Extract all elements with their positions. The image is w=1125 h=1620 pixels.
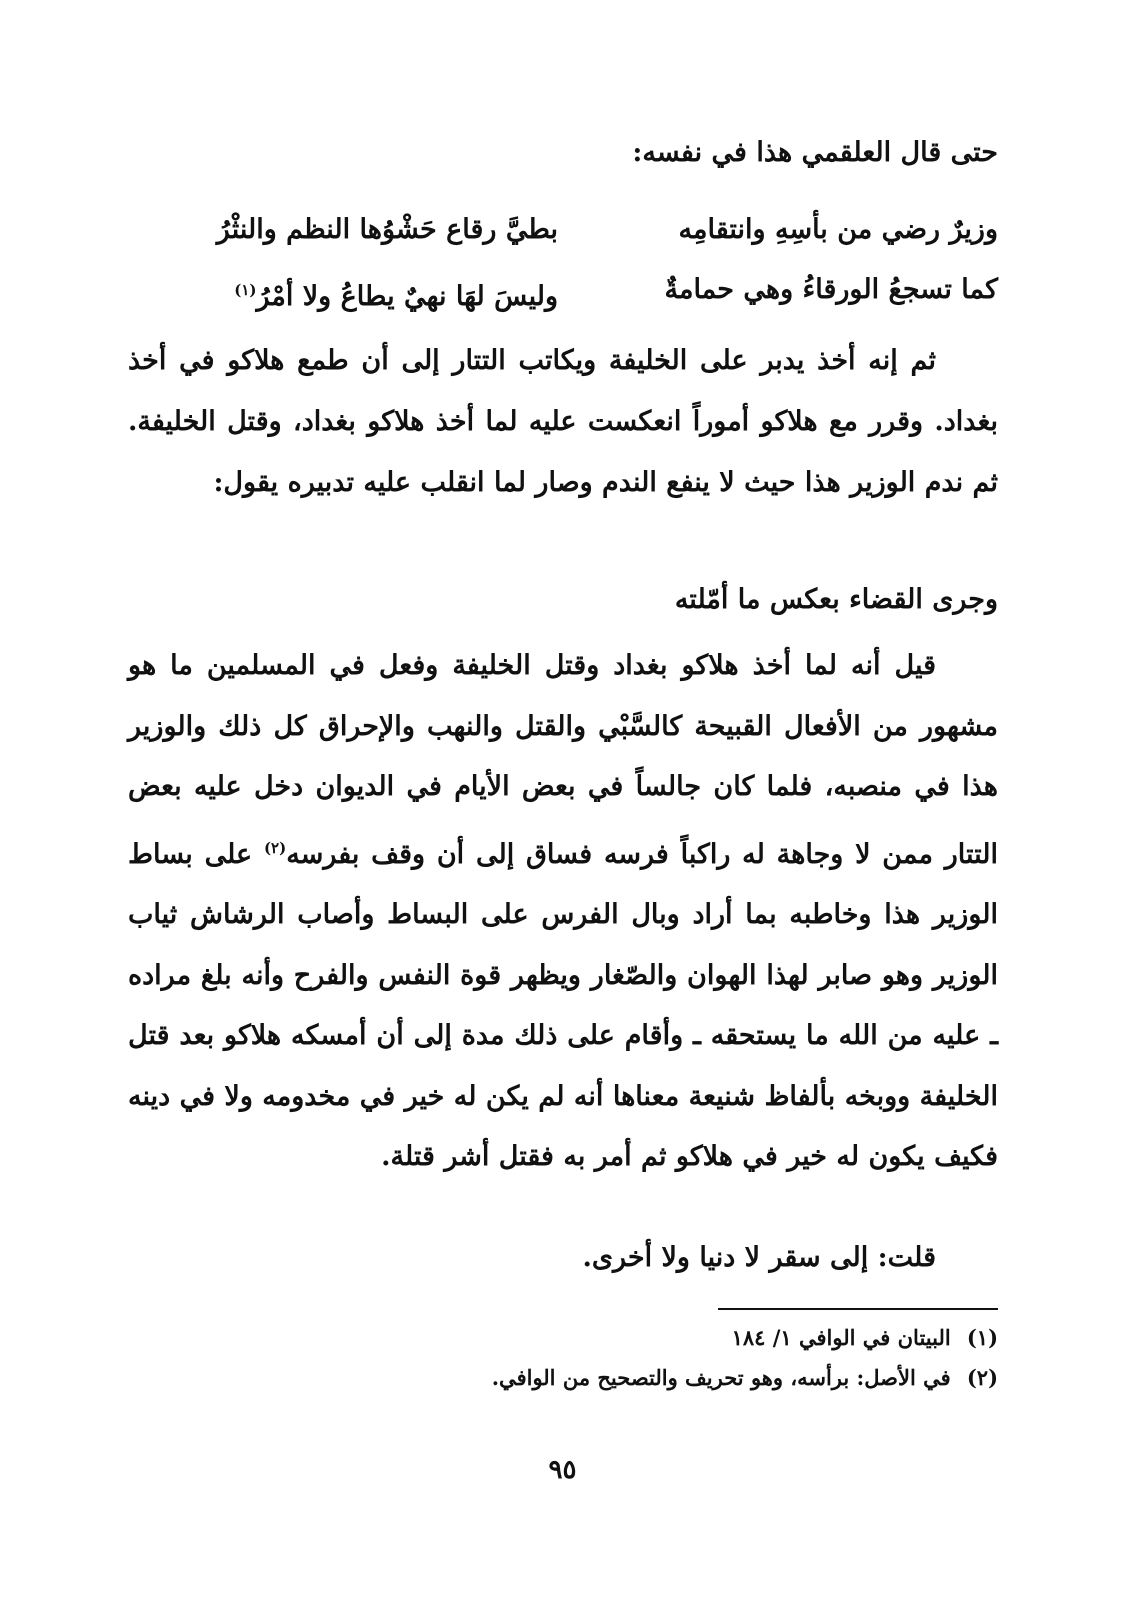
poem-hemistich-first: كما تسجعُ الورقاءُ وهي حمامةٌ	[664, 274, 998, 305]
page-number: ٩٥	[548, 1455, 577, 1485]
footnote-marker: (٢)	[263, 838, 287, 857]
paragraph	[128, 636, 998, 1188]
paragraph-text: على بساط الوزير هذا وخاطبه بما أراد وبال الفرس على البساط وأصاب الرشاش ثياب الوزير وهو صابر لهذا الهوان والصّغار ويظهر قوة النفس والفرح وأنه بلغ مراده ـ عليه من الله ما يستحقه ـ وأقام على ذلك مدة إلى أن أمسكه هلاكو بعد قتل الخليفة ووبخه بألفاظ شنيعة معناها أنه لم يكن له خير في مخدومه ولا في دينه فكيف يكون له خير في هلاكو ثم أمر به فقتل أشر قتلة.	[128, 838, 998, 1172]
paragraph: ثم إنه أخذ يدبر على الخليفة ويكاتب التتار إلى أن طمع هلاكو في أخذ بغداد. وقرر مع هلاكو أموراً انعكست عليه لما أخذ هلاكو بغداد، وقتل الخليفة. ثم ندم الوزير هذا حيث لا ينفع الندم وصار لما انقلب عليه تدبيره يقول:	[128, 345, 998, 498]
intro-line: حتى قال العلقمي هذا في نفسه:	[632, 137, 998, 168]
verse-line: وجرى القضاء بعكس ما أمّلته	[674, 584, 998, 615]
poem	[128, 200, 998, 320]
footnote-marker: (١)	[234, 281, 257, 299]
footnote-number: (١)	[966, 1325, 998, 1350]
footnote	[128, 1318, 998, 1358]
footnote-text: في الأصل: برأسه، وهو تحريف والتصحيح من الوافي.	[491, 1365, 951, 1390]
paragraph-text: قيل أنه لما أخذ هلاكو بغداد وقتل الخليفة وفعل في المسلمين ما هو مشهور من الأفعال القبيحة كالسَّبْي والقتل والنهب والإحراق كل ذلك والوزير هذا في منصبه، فلما كان جالساً في بعض الأيام في الديوان دخل عليه بعض التتار ممن لا وجاهة له راكباً فرسه فساق إلى أن وقف بفرسه	[128, 650, 999, 870]
poem-hemistich-second: بطيَّ رقاع حَشْوُها النظم والنثْرُ	[216, 214, 558, 245]
poem-hemistich-first: وزيرٌ رضي من بأسِهِ وانتقامِه	[678, 214, 998, 245]
poem-line	[128, 200, 998, 260]
closing-line: قلت: إلى سقر لا دنيا ولا أخرى.	[582, 1242, 936, 1273]
poem-hemistich-text: وليسَ لهَا نهيٌ يطاعُ ولا أمْرُ	[256, 281, 558, 312]
footnote-text: البيتان في الوافي ١/ ١٨٤	[731, 1325, 951, 1350]
footnote-number: (٢)	[966, 1365, 998, 1390]
footnotes	[128, 1318, 998, 1398]
footnote-divider	[718, 1308, 998, 1310]
poem-line	[128, 260, 998, 320]
footnote	[128, 1358, 998, 1398]
poem-hemistich-second	[128, 260, 558, 320]
